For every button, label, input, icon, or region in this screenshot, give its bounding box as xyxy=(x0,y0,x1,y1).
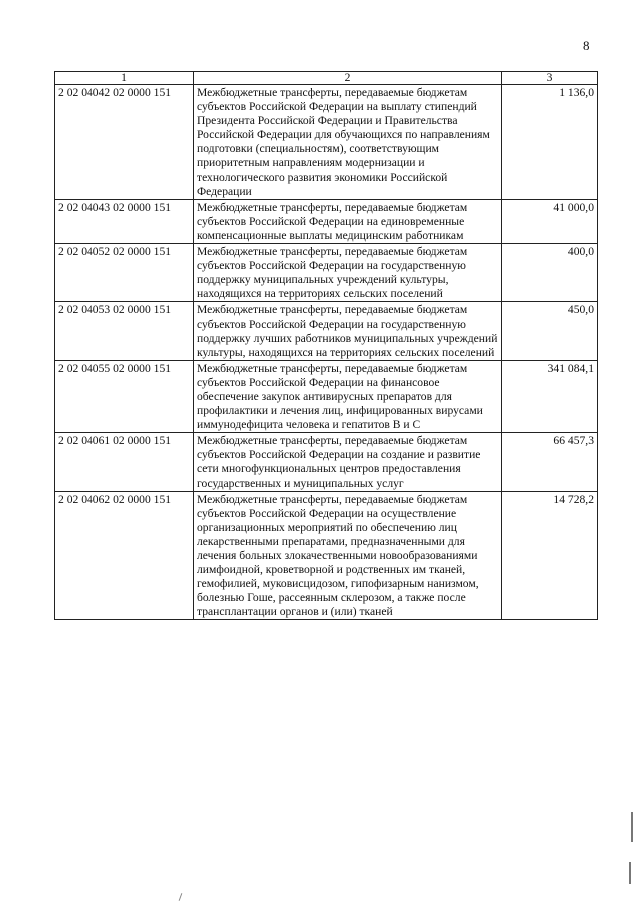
row-description: Межбюджетные трансферты, передаваемые бюджетам субъектов Российской Федерации на государственную поддержку лучших работников муниципальных учреждений культуры, находящихся на территориях сельских поселений xyxy=(194,302,502,360)
column-header-3: 3 xyxy=(502,72,598,85)
row-amount: 400,0 xyxy=(502,244,598,302)
budget-table xyxy=(54,71,598,620)
row-amount: 41 000,0 xyxy=(502,199,598,243)
row-amount: 450,0 xyxy=(502,302,598,360)
column-header-1: 1 xyxy=(55,72,194,85)
table-row xyxy=(55,85,598,200)
scan-edge-mark xyxy=(629,862,631,884)
table-row xyxy=(55,199,598,243)
budget-code: 2 02 04061 02 0000 151 xyxy=(55,433,194,491)
row-description: Межбюджетные трансферты, передаваемые бюджетам субъектов Российской Федерации на создание и развитие сети многофункциональных центров предоставления государственных и муниципальных услуг xyxy=(194,433,502,491)
row-amount: 14 728,2 xyxy=(502,491,598,620)
row-description: Межбюджетные трансферты, передаваемые бюджетам субъектов Российской Федерации на финансовое обеспечение закупок антивирусных препаратов для профилактики и лечения лиц, инфицированных вирусами иммунодефицита человека и гепатитов B и C xyxy=(194,360,502,432)
row-description: Межбюджетные трансферты, передаваемые бюджетам субъектов Российской Федерации на выплату стипендий Президента Российской Федерации и Правительства Российской Федерации для обучающихся по направлениям подготовки (специальностям), соответствующим приоритетным направлениям модернизации и технологического развития экономики Российской Федерации xyxy=(194,85,502,200)
row-description: Межбюджетные трансферты, передаваемые бюджетам субъектов Российской Федерации на государственную поддержку муниципальных учреждений культуры, находящихся на территориях сельских поселений xyxy=(194,244,502,302)
table-row xyxy=(55,360,598,432)
column-header-2: 2 xyxy=(194,72,502,85)
table-row xyxy=(55,302,598,360)
page-number: 8 xyxy=(583,38,590,53)
table-header-row xyxy=(55,72,598,85)
row-amount: 66 457,3 xyxy=(502,433,598,491)
scan-artifact-mark xyxy=(179,893,183,901)
budget-code: 2 02 04052 02 0000 151 xyxy=(55,244,194,302)
row-amount: 341 084,1 xyxy=(502,360,598,432)
table-row xyxy=(55,491,598,620)
budget-code: 2 02 04053 02 0000 151 xyxy=(55,302,194,360)
row-description: Межбюджетные трансферты, передаваемые бюджетам субъектов Российской Федерации на осуществление организационных мероприятий по обеспечению лиц лекарственными препаратами, предназначенными для лечения больных злокачественными новообразованиями лимфоидной, кроветворной и родственных им тканей, гемофилией, муковисцидозом, гипофизарным нанизмом, болезнью Гоше, рассеянным склерозом, а также после трансплантации органов и (или) тканей xyxy=(194,491,502,620)
scan-edge-mark xyxy=(631,812,633,842)
budget-code: 2 02 04062 02 0000 151 xyxy=(55,491,194,620)
budget-code: 2 02 04042 02 0000 151 xyxy=(55,85,194,200)
budget-code: 2 02 04043 02 0000 151 xyxy=(55,199,194,243)
table-row xyxy=(55,244,598,302)
row-description: Межбюджетные трансферты, передаваемые бюджетам субъектов Российской Федерации на единовременные компенсационные выплаты медицинским работникам xyxy=(194,199,502,243)
budget-code: 2 02 04055 02 0000 151 xyxy=(55,360,194,432)
row-amount: 1 136,0 xyxy=(502,85,598,200)
table-row xyxy=(55,433,598,491)
